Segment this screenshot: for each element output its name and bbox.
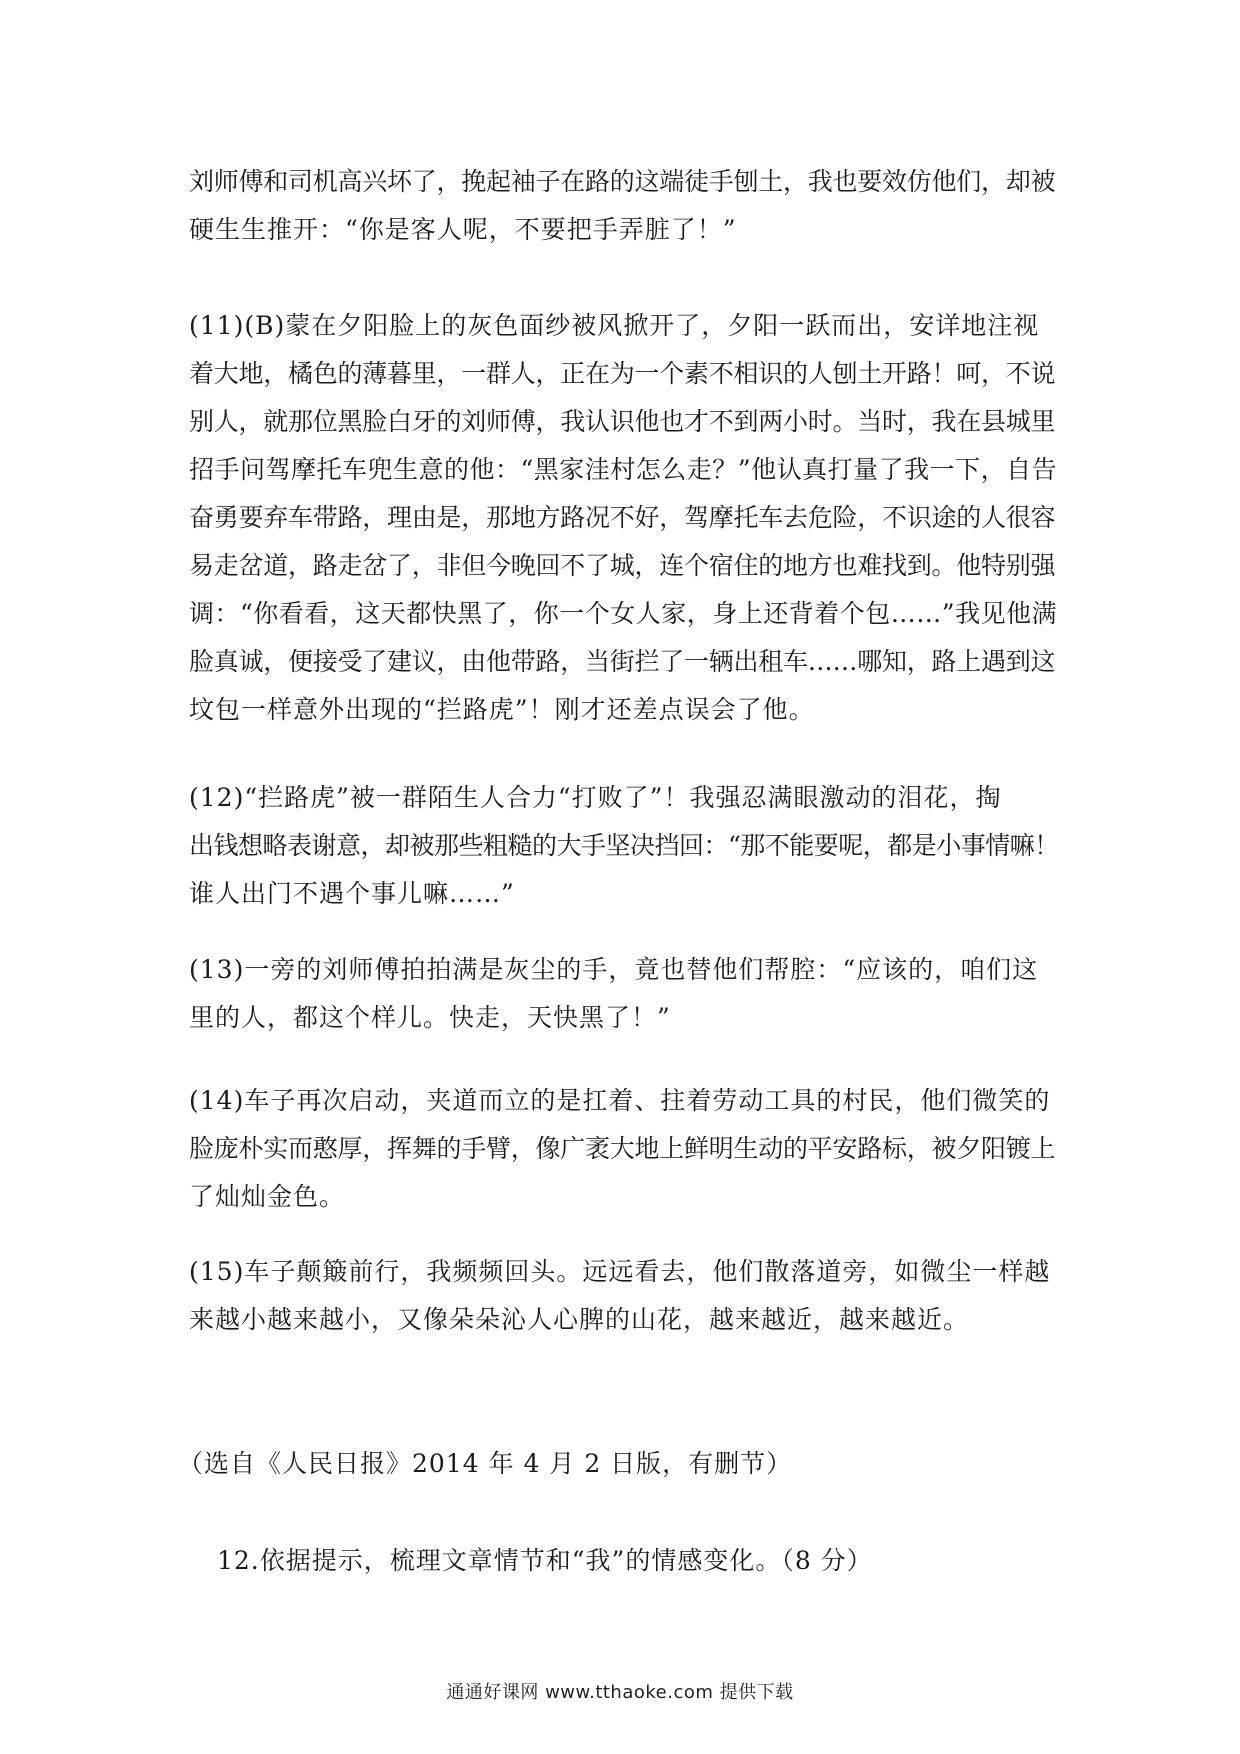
text-line: 硬生生推开：“你是客人呢，不要把手弄脏了！” <box>189 215 737 244</box>
text-line: 易走岔道，路走岔了，非但今晚回不了城，连个宿住的地方也难找到。他特别强 <box>189 551 1056 580</box>
question-12: 12.依据提示，梳理文章情节和“我”的情感变化。（8 分） <box>217 1546 873 1575</box>
text-line: (13)一旁的刘师傅拍拍满是灰尘的手，竟也替他们帮腔：“应该的，咱们这 <box>189 955 1039 984</box>
source-note: （选自《人民日报》2014 年 4 月 2 日版，有删节） <box>178 1449 793 1478</box>
text-line: 奋勇要弃车带路，理由是，那地方路况不好，驾摩托车去危险，不识途的人很容 <box>189 503 1056 532</box>
text-line: 坟包一样意外出现的“拦路虎”！刚才还差点误会了他。 <box>189 695 815 724</box>
paragraph-15 <box>189 1248 1059 1344</box>
page-footer: 通通好课网 www.tthaoke.com 提供下载 <box>446 1682 794 1703</box>
text-line: 脸真诚，便接受了建议，由他带路，当街拦了一辆出租车……哪知，路上遇到这 <box>189 647 1056 676</box>
text-line: 来越小越来越小，又像朵朵沁人心脾的山花，越来越近，越来越近。 <box>189 1305 970 1334</box>
text-line: 谁人出门不遇个事儿嘛……” <box>189 879 515 908</box>
text-line: 脸庞朴实而憨厚，挥舞的手臂，像广袤大地上鲜明生动的平安路标，被夕阳镀上 <box>189 1134 1056 1163</box>
text-line: 里的人，都这个样儿。快走，天快黑了！” <box>189 1003 671 1032</box>
text-line: 调：“你看看，这天都快黑了，你一个女人家，身上还背着个包……”我见他满 <box>189 599 1058 628</box>
paragraph-12 <box>189 774 1059 918</box>
paragraph-13 <box>189 946 1059 1042</box>
paragraph-11 <box>189 302 1059 734</box>
text-line: (12)“拦路虎”被一群陌生人合力“打败了”！我强忍满眼激动的泪花，掏 <box>189 783 1002 812</box>
text-line: 刘师傅和司机高兴坏了，挽起袖子在路的这端徒手刨土，我也要效仿他们，却被 <box>189 167 1056 196</box>
text-line: 出钱想略表谢意，却被那些粗糙的大手坚决挡回：“那不能要呢，都是小事情嘛！ <box>189 831 1059 860</box>
text-line: (15)车子颠簸前行，我频频回头。远远看去，他们散落道旁，如微尘一样越 <box>189 1257 1051 1286</box>
paragraph-14 <box>189 1077 1059 1221</box>
text-line: (11)(B)蒙在夕阳脸上的灰色面纱被风掀开了，夕阳一跃而出，安详地注视 <box>189 311 1040 340</box>
text-line: 着大地，橘色的薄暮里，一群人，正在为一个素不相识的人刨土开路！呵，不说 <box>189 359 1056 388</box>
paragraph-continuation <box>189 158 1059 254</box>
text-line: 了灿灿金色。 <box>189 1182 346 1211</box>
text-line: 别人，就那位黑脸白牙的刘师傅，我认识他也才不到两小时。当时，我在县城里 <box>189 407 1056 436</box>
text-line: 招手问驾摩托车兜生意的他：“黑家洼村怎么走？”他认真打量了我一下，自告 <box>189 455 1058 484</box>
text-line: (14)车子再次启动，夹道而立的是扛着、拄着劳动工具的村民，他们微笑的 <box>189 1086 1051 1115</box>
